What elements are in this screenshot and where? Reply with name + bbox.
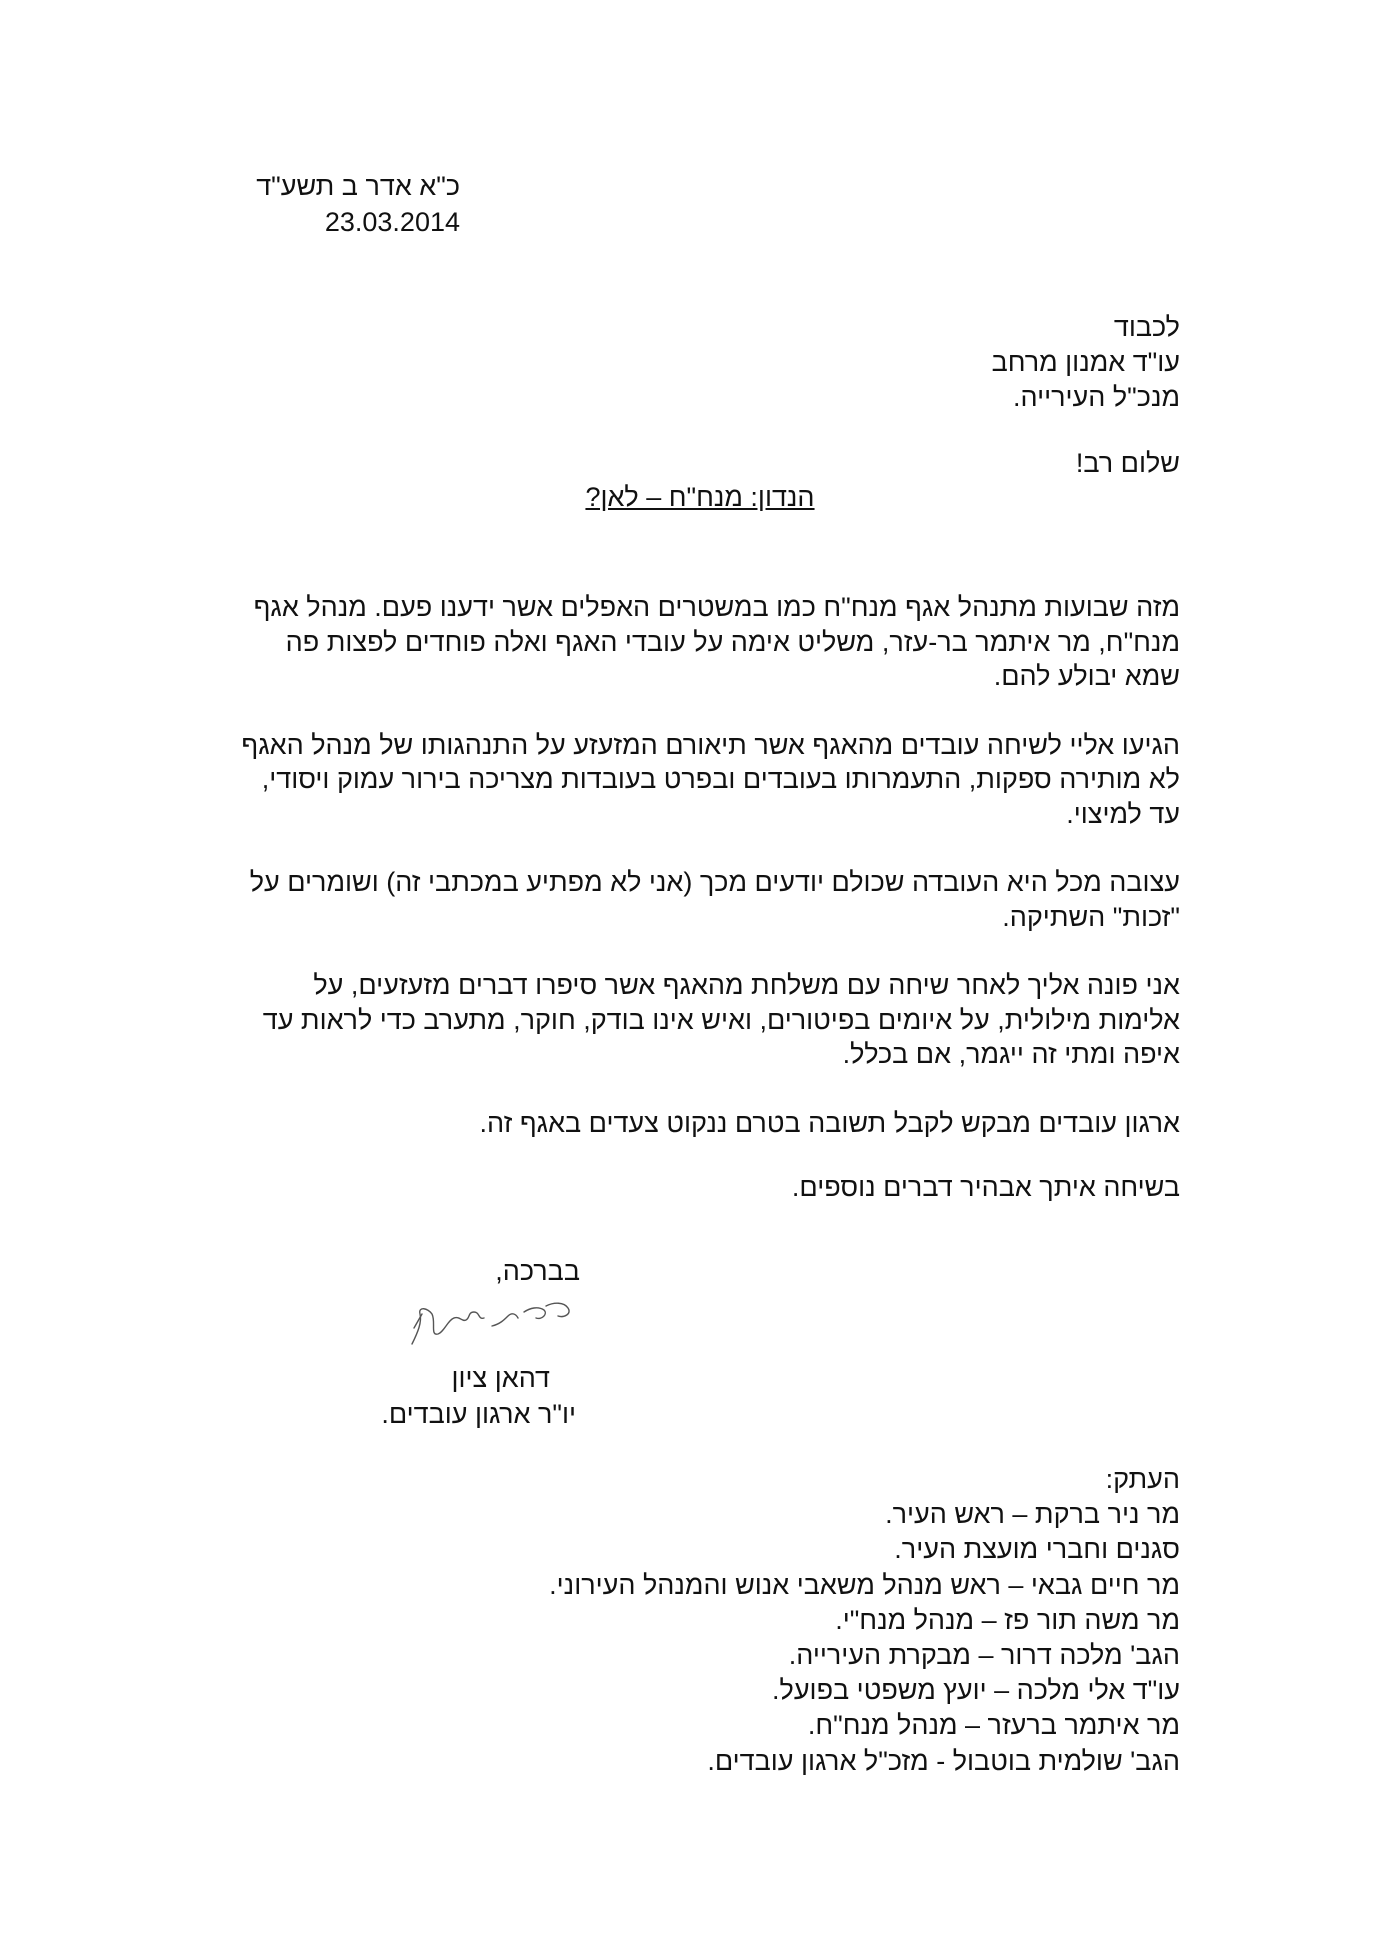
paragraph: מזה שבועות מתנהל אגף מנח"ח כמו במשטרים האפלים אשר ידענו פעם. מנהל אגף מנח"ח, מר איתמר בר-עזר, משליט אימה על עובדי האגף ואלה פוחדים לפצות פה שמא יבולע להם. [253,592,1180,691]
paragraph: בשיחה איתך אבהיר דברים נוספים. [791,1172,1180,1202]
paragraph: אני פונה אליך לאחר שיחה עם משלחת מהאגף אשר סיפרו דברים מזעזעים, על אלימות מילולית, על איומים בפיטורים, ואיש אינו בודק, חוקר, מתערב כדי לראות עד איפה ומתי זה ייגמר, אם בכלל. [262,970,1180,1069]
cc-label: העתק: [1105,1464,1180,1494]
cc-item: סגנים וחברי מועצת העיר. [894,1534,1180,1565]
paragraph: ארגון עובדים מבקש לקבל תשובה בטרם ננקוט צעדים באגף זה. [479,1107,1180,1138]
signer-block [250,1360,576,1432]
paragraph: עצובה מכל היא העובדה שכולם יודעים מכך (אני לא מפתיע במכתבי זה) ושומרים על "זכות" השתיקה. [249,867,1180,932]
cc-item: מר ניר ברקת – ראש העיר. [885,1499,1180,1530]
addressee-salutation: לכבוד [1113,312,1180,342]
hebrew-date: כ"א אדר ב תשע"ד [256,171,460,201]
signer-role: יו"ר ארגון עובדים. [381,1399,576,1429]
cc-item: הגב' מלכה דרור – מבקרת העירייה. [788,1640,1180,1671]
cc-item: עו"ד אלי מלכה – יועץ משפטי בפועל. [772,1675,1180,1706]
cc-item: הגב' שולמית בוטבול - מזכ"ל ארגון עובדים. [707,1745,1180,1776]
subject-text: הנדון: מנח"ח – לאן? [585,482,815,512]
addressee-name: עו"ד אמנון מרחב [991,347,1180,377]
greeting: שלום רב! [1075,448,1180,478]
signer-name: דהאן ציון [451,1363,550,1393]
date-block [200,168,460,240]
handwritten-signature [408,1292,578,1352]
cc-item: מר איתמר ברעזר – מנהל מנח"ח. [807,1710,1180,1741]
subject-line [0,482,1400,513]
addressee-block [580,310,1180,415]
cc-item: מר משה תור פז – מנהל מנח"י. [835,1604,1180,1635]
cc-list [480,1497,1180,1779]
cc-item: מר חיים גבאי – ראש מנהל משאבי אנוש והמנהל העירוני. [549,1569,1180,1600]
paragraph: הגיעו אליי לשיחה עובדים מהאגף אשר תיאורם המזעזע על התנהגותו של מנהל האגף לא מותירה ספקות, התעמרותו בעובדים ובפרט בעובדות מצריכה בירור עמוק ויסודי, עד למיצוי. [241,729,1180,829]
closing: בברכה, [495,1256,580,1286]
gregorian-date: 23.03.2014 [324,207,460,237]
cc-block [480,1462,1180,1779]
letter-body [240,590,1180,1239]
addressee-title: מנכ"ל העירייה. [1013,382,1180,412]
